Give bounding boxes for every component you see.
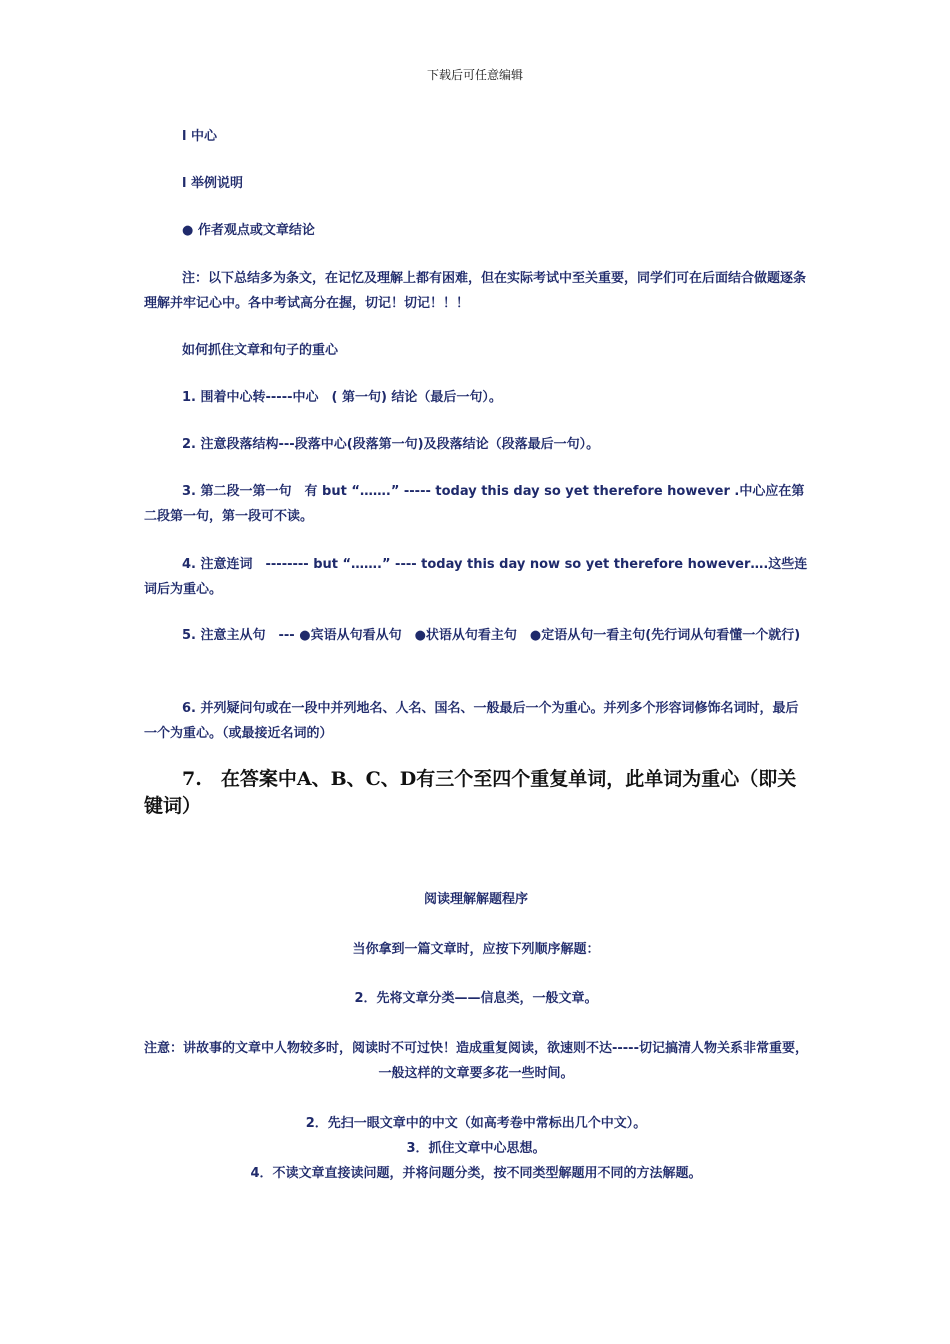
bullet-center: l 中心 — [182, 129, 217, 144]
section2-title: 阅读理解解题程序 — [423, 892, 528, 907]
rule-5: 5. 注意主从句 --- ●宾语从句看从句 ●状语从句看主句 ●定语从句一看主句(先行词从句看懂一个就行) — [182, 628, 801, 643]
rule-2: 2. 注意段落结构---段落中心(段落第一句)及段落结论（段落最后一句）。 — [182, 437, 600, 452]
bullet-examples: l 举例说明 — [182, 176, 243, 191]
page-header: 下载后可任意编辑 — [426, 68, 523, 82]
rule-3: 3. 第二段一第一句 有 but “…….” ----- today this day so yet therefore however .中心应在第二段第一句，第一段可不读。 — [144, 484, 805, 524]
section-heading: 如何抓住文章和句子的重心 — [182, 343, 339, 358]
step-scan-chinese: 2．先扫一眼文章中的中文（如高考卷中常标出几个中文）。 — [305, 1116, 647, 1131]
rule-7: 7. 在答案中A、B、C、D有三个至四个重复单词，此单词为重心（即关键词） — [144, 768, 797, 817]
step-main-idea: 3．抓住文章中心思想。 — [406, 1141, 546, 1156]
note-paragraph: 注：以下总结多为条文，在记忆及理解上都有困难，但在实际考试中至关重要，同学们可在后面结合做题逐条理解并牢记心中。各中考试高分在握，切记！切记！！！ — [144, 271, 807, 311]
step-read-questions: 4．不读文章直接读问题，并将问题分类，按不同类型解题用不同的方法解题。 — [250, 1166, 702, 1181]
rule-1: 1. 围着中心转-----中心 ( 第一句) 结论（最后一句）。 — [182, 390, 502, 405]
section2-intro: 当你拿到一篇文章时，应按下列顺序解题： — [352, 942, 600, 957]
step-classify: 2．先将文章分类——信息类，一般文章。 — [354, 991, 598, 1006]
bullet-conclusion: ● 作者观点或文章结论 — [182, 223, 315, 238]
rule-4: 4. 注意连词 -------- but “…….” ---- today this day now so yet therefore however….这些连词后为重心。 — [144, 557, 808, 597]
rule-6: 6. 并列疑问句或在一段中并列地名、人名、国名、一般最后一个为重心。并列多个形容词修饰名词时，最后一个为重心。（或最接近名词的） — [144, 701, 799, 741]
section2-note: 注意：讲故事的文章中人物较多时，阅读时不可过快！造成重复阅读，欲速则不达-----切记搞清人物关系非常重要，一般这样的文章要多花一些时间。 — [144, 1041, 808, 1081]
